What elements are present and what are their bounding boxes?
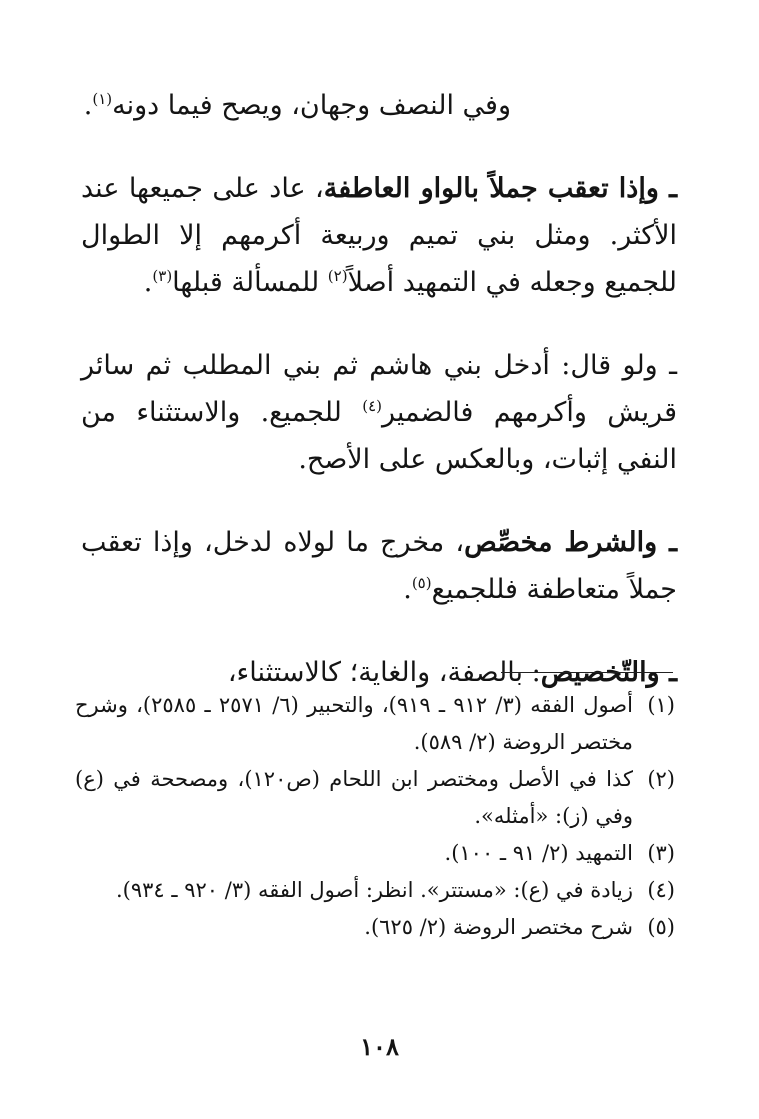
footnote-3 (75, 835, 675, 872)
footnote-number: (٣) (647, 841, 675, 865)
footnote-ref[interactable]: (٢) (327, 267, 348, 285)
footnote-text: التمهيد (٢/ ٩١ ـ ١٠٠). (444, 841, 633, 865)
footnote-1 (75, 687, 675, 761)
paragraph-2 (81, 165, 677, 306)
page-number: ١٠٨ (360, 1032, 399, 1061)
paragraph-text: للمسألة قبلها (172, 267, 328, 298)
footnote-text: شرح مختصر الروضة (٢/ ٦٢٥). (364, 915, 633, 939)
paragraph-1 (81, 82, 677, 129)
paragraph-text: . (83, 90, 93, 121)
paragraph-lead: ـ والشرط مخصِّص (464, 527, 677, 558)
paragraph-3 (81, 342, 677, 483)
paragraph-text: ، عاد على جميعها عند الأكثر. ومثل بني تميم وربيعة أكرمهم إلا الطوال للجميع وجعله في التمهيد أصلاً (81, 173, 677, 298)
footnote-ref[interactable]: (٤) (362, 397, 382, 415)
paragraph-text: ، مخرج ما لولاه لدخل، وإذا تعقب جملاً متعاطفة فللجميع (81, 527, 677, 605)
footnote-ref[interactable]: (٥) (411, 574, 432, 592)
footnote-ref[interactable]: (٣) (152, 267, 173, 285)
footnote-5 (75, 909, 675, 946)
footnote-number: (٤) (647, 878, 675, 902)
footnote-2 (75, 761, 675, 835)
footnote-text: زيادة في (ع): «مستتر». انظر: أصول الفقه (٣/ ٩٢٠ ـ ٩٣٤). (115, 878, 633, 902)
footnote-4 (75, 872, 675, 909)
paragraph-text: للجميع. والاستثناء من النفي إثبات، وبالعكس على الأصح. (81, 397, 677, 475)
footnote-text: أصول الفقه (٣/ ٩١٢ ـ ٩١٩)، والتحبير (٦/ ٢٥٧١ ـ ٢٥٨٥)، وشرح مختصر الروضة (٢/ ٥٨٩). (75, 693, 633, 754)
paragraph-text: . (143, 267, 153, 298)
paragraph-text: . (403, 574, 412, 605)
footnote-separator (501, 672, 673, 673)
paragraph-4 (81, 519, 677, 613)
paragraph-lead: ـ والتّخصيص (540, 657, 677, 688)
paragraph-lead: ـ وإذا تعقب جملاً بالواو العاطفة (323, 173, 677, 204)
paragraph-text: : بالصفة، والغاية؛ كالاستثناء، (227, 657, 541, 688)
footnote-number: (٥) (647, 915, 675, 939)
footnote-text: كذا في الأصل ومختصر ابن اللحام (ص١٢٠)، ومصححة في (ع) وفي (ز): «أمثله». (75, 767, 633, 828)
paragraph-text: وفي النصف وجهان، ويصح فيما دونه (112, 90, 511, 121)
footnote-number: (١) (647, 693, 675, 717)
footnote-number: (٢) (647, 767, 675, 791)
footnotes (75, 687, 675, 946)
paragraph-text: ـ ولو قال: أدخل بني هاشم ثم بني المطلب ثم سائر قريش وأكرمهم فالضمير (81, 350, 677, 428)
footnote-ref[interactable]: (١) (92, 90, 113, 108)
main-text (81, 82, 677, 696)
